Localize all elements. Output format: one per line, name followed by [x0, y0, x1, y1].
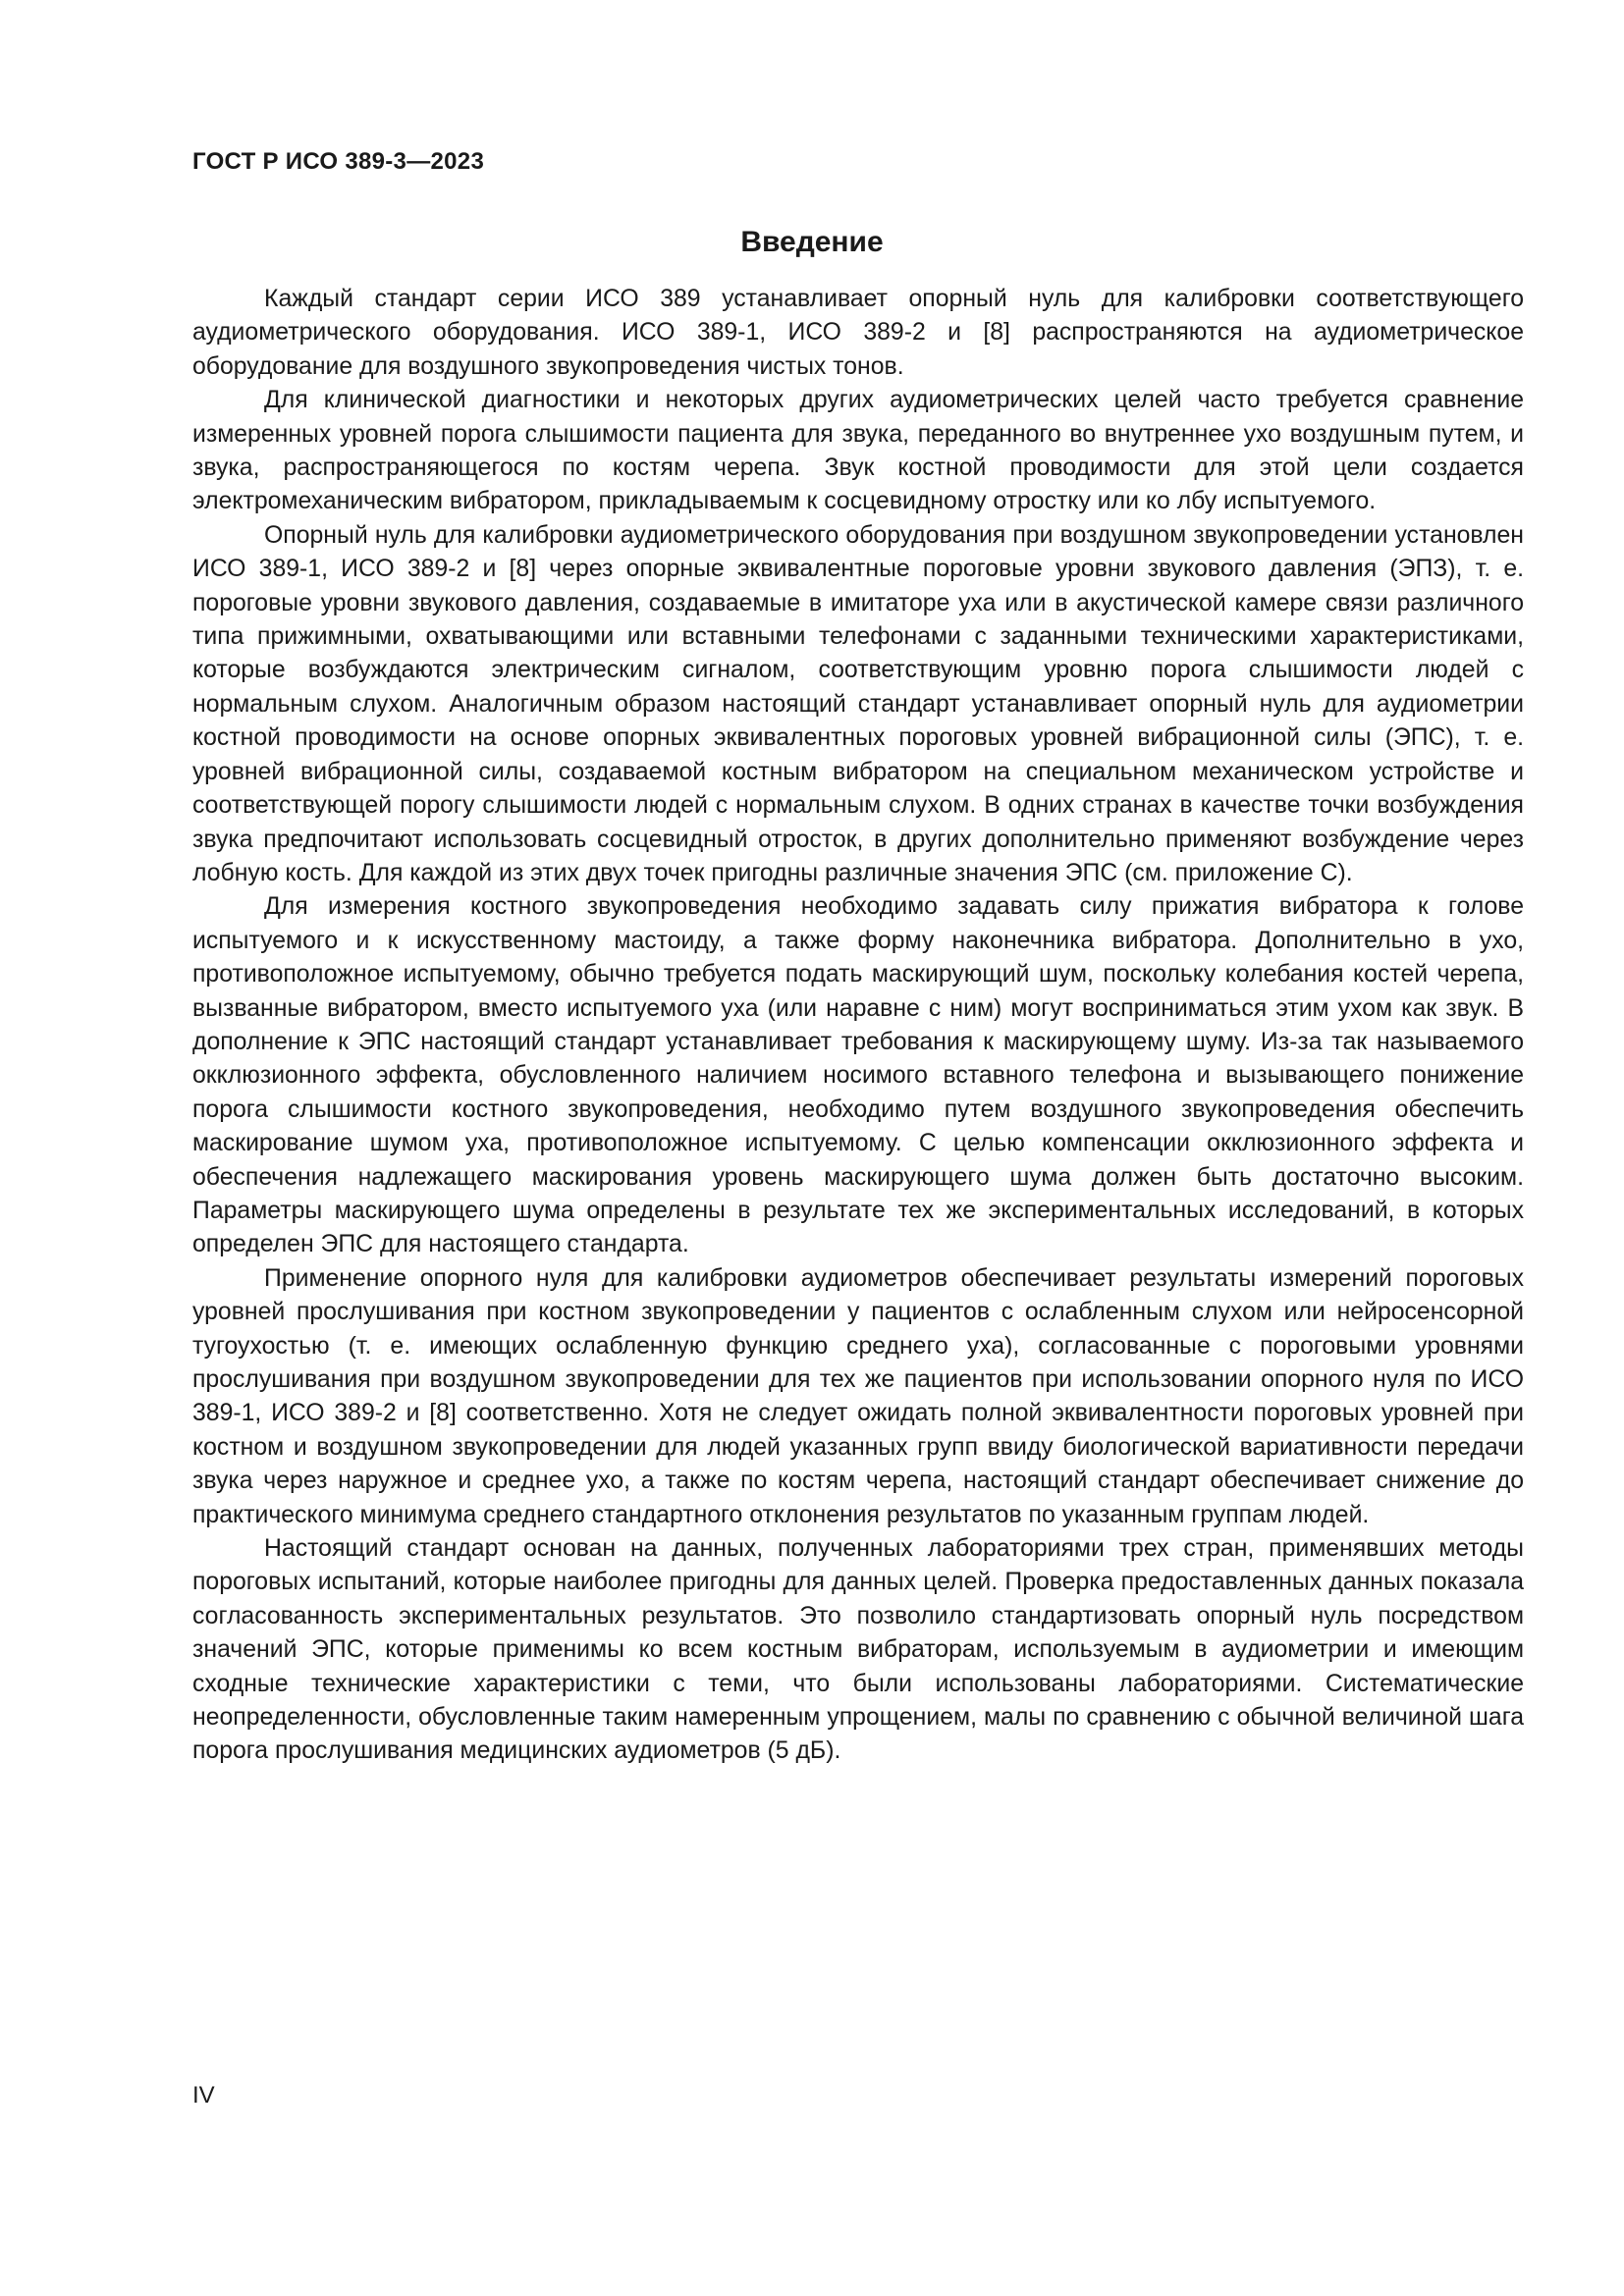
paragraph: Для клинической диагностики и некоторых других аудиометрических целей часто требуется сравнение измеренных уровней порога слышимости пациента для звука, переданного во внутреннее ухо воздушным путем, и звука, распространяющегося по костям черепа. Звук костной проводимости для этой цели создается электромеханическим вибратором, прикладываемым к сосцевидному отростку или ко лбу испытуемого.	[192, 387, 1524, 515]
paragraph: Настоящий стандарт основан на данных, полученных лабораториями трех стран, применявших методы пороговых испытаний, которые наиболее пригодны для данных целей. Проверка предоставленных данных показала согласованность экспериментальных результатов. Это позволило стандартизовать опорный нуль посредством значений ЭПС, которые применимы ко всем костным вибраторам, используемым в аудиометрии и имеющим сходные технические характеристики с теми, что были использованы лабораториями. Систематические неопределенности, обусловленные таким намеренным упрощением, малы по сравнению с обычной величиной шага порога прослушивания медицинских аудиометров (5 дБ).	[192, 1535, 1524, 1765]
introduction-body	[192, 283, 1524, 1769]
paragraph: Каждый стандарт серии ИСО 389 устанавливает опорный нуль для калибровки соответствующего аудиометрического оборудования. ИСО 389-1, ИСО 389-2 и [8] распространяются на аудиометрическое оборудование для воздушного звукопроведения чистых тонов.	[192, 286, 1524, 380]
page-number: IV	[192, 2082, 215, 2109]
paragraph: Применение опорного нуля для калибровки аудиометров обеспечивает результаты измерений пороговых уровней прослушивания при костном звукопроведении у пациентов с ослабленным слухом или нейросенсорной тугоухостью (т. е. имеющих ослабленную функцию среднего уха), согласованные с пороговыми уровнями прослушивания при воздушном звукопроведении для тех же пациентов при использовании опорного нуля по ИСО 389-1, ИСО 389-2 и [8] соответственно. Хотя не следует ожидать полной эквивалентности пороговых уровней при костном и воздушном звукопроведении для людей указанных групп ввиду биологической вариативности передачи звука через наружное и среднее ухо, а также по костям черепа, настоящий стандарт обеспечивает снижение до практического минимума среднего стандартного отклонения результатов по указанным группам людей.	[192, 1264, 1524, 1528]
section-title: Введение	[740, 226, 884, 258]
document-code: ГОСТ Р ИСО 389-3—2023	[192, 148, 485, 175]
paragraph: Для измерения костного звукопроведения необходимо задавать силу прижатия вибратора к голове испытуемого и к искусственному мастоиду, а также форму наконечника вибратора. Дополнительно в ухо, противоположное испытуемому, обычно требуется подать маскирующий шум, поскольку колебания костей черепа, вызванные вибратором, вместо испытуемого уха (или наравне с ним) могут восприниматься этим ухом как звук. В дополнение к ЭПС настоящий стандарт устанавливает требования к маскирующему шуму. Из-за так называемого окклюзионного эффекта, обусловленного наличием носимого вставного телефона и вызывающего понижение порога слышимости костного звукопроведения, необходимо путем воздушного звукопроведения обеспечить маскирование шумом уха, противоположное испытуемому. С целью компенсации окклюзионного эффекта и обеспечения надлежащего маскирования уровень маскирующего шума должен быть достаточно высоким. Параметры маскирующего шума определены в результате тех же экспериментальных исследований, в которых определен ЭПС для настоящего стандарта.	[192, 893, 1524, 1258]
paragraph: Опорный нуль для калибровки аудиометрического оборудования при воздушном звукопроведении установлен ИСО 389-1, ИСО 389-2 и [8] через опорные эквивалентные пороговые уровни звукового давления (ЭПЗ), т. е. пороговые уровни звукового давления, создаваемые в имитаторе уха или в акустической камере связи различного типа прижимными, охватывающими или вставными телефонами с заданными техническими характеристиками, которые возбуждаются электрическим сигналом, соответствующим уровню порога слышимости людей с нормальным слухом. Аналогичным образом настоящий стандарт устанавливает опорный нуль для аудиометрии костной проводимости на основе опорных эквивалентных пороговых уровней вибрационной силы (ЭПС), т. е. уровней вибрационной силы, создаваемой костным вибратором на специальном механическом устройстве и соответствующей порогу слышимости людей с нормальным слухом. В одних странах в качестве точки возбуждения звука предпочитают использовать сосцевидный отросток, в других дополнительно применяют возбуждение через лобную кость. Для каждой из этих двух точек пригодны различные значения ЭПС (см. приложение С).	[192, 521, 1524, 886]
